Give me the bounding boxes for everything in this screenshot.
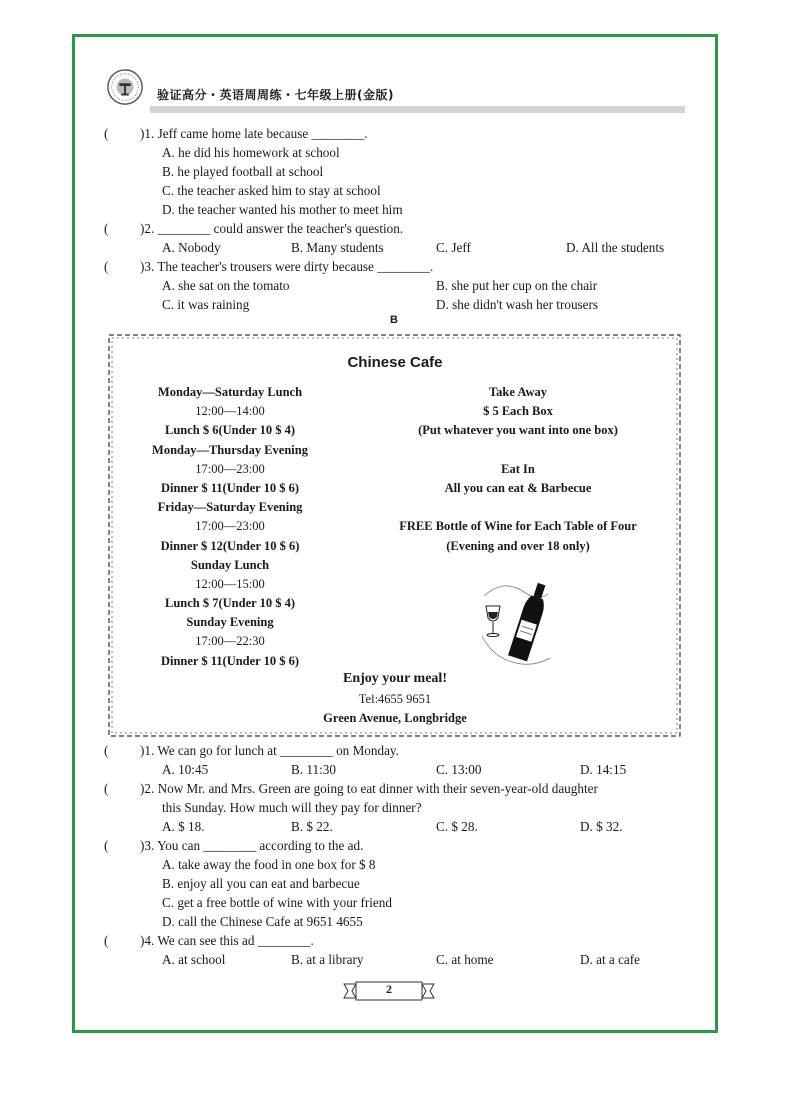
header-bar bbox=[150, 106, 685, 113]
option: B. at a library bbox=[291, 952, 364, 967]
answer-paren: ( bbox=[104, 259, 109, 274]
answer-paren: ( bbox=[104, 221, 109, 236]
ad-line: Dinner $ 12(Under 10 $ 6) bbox=[160, 538, 300, 553]
question-stem: )3. The teacher's trousers were dirty because ________. bbox=[140, 259, 434, 274]
option: C. the teacher asked him to stay at school bbox=[162, 183, 381, 198]
option: A. he did his homework at school bbox=[162, 145, 340, 160]
option: C. get a free bottle of wine with your friend bbox=[162, 895, 392, 910]
ad-tel: Tel:4655 9651 bbox=[358, 692, 432, 706]
option: B. 11:30 bbox=[291, 762, 336, 777]
ad-line: FREE Bottle of Wine for Each Table of Four bbox=[399, 519, 637, 534]
ad-line: Lunch $ 6(Under 10 $ 4) bbox=[165, 423, 295, 438]
ad-line: Monday—Saturday Lunch bbox=[157, 385, 303, 399]
ad-line: Monday—Thursday Evening bbox=[152, 442, 308, 457]
ad-line: (Put whatever you want into one box) bbox=[418, 423, 618, 438]
wine-bottle-icon bbox=[478, 576, 554, 668]
page-number-text: 2 bbox=[386, 982, 392, 996]
ad-right-column bbox=[378, 383, 658, 556]
option: D. at a cafe bbox=[580, 952, 641, 967]
school-seal-icon bbox=[106, 68, 144, 106]
question-stem-continued: this Sunday. How much will they pay for dinner? bbox=[162, 800, 422, 815]
answer-paren: ( bbox=[104, 126, 109, 141]
answer-paren: ( bbox=[104, 838, 109, 853]
ad-line: 12:00—15:00 bbox=[195, 576, 265, 591]
ad-line: (Evening and over 18 only) bbox=[446, 538, 590, 553]
option: D. $ 32. bbox=[580, 819, 623, 834]
ad-line: Sunday Lunch bbox=[190, 557, 270, 572]
question-stem: )4. We can see this ad ________. bbox=[140, 933, 314, 948]
ad-line: $ 5 Each Box bbox=[483, 404, 553, 419]
option: C. $ 28. bbox=[436, 819, 478, 834]
option: B. enjoy all you can eat and barbecue bbox=[162, 876, 360, 891]
ad-line: 17:00—22:30 bbox=[195, 634, 265, 649]
ad-title: Chinese Cafe bbox=[347, 354, 443, 371]
ad-line: 12:00—14:00 bbox=[195, 404, 265, 419]
option: D. All the students bbox=[566, 240, 665, 255]
answer-paren: ( bbox=[104, 933, 109, 948]
question-stem: )2. Now Mr. and Mrs. Green are going to eat dinner with their seven-year-old daughter bbox=[140, 781, 598, 796]
option: C. Jeff bbox=[436, 240, 471, 255]
ad-spacer bbox=[378, 498, 658, 517]
ad-line: Friday—Saturday Evening bbox=[157, 500, 303, 515]
ad-line: Take Away bbox=[488, 385, 547, 399]
ad-enjoy: Enjoy your meal! bbox=[343, 671, 447, 686]
ad-spacer bbox=[378, 441, 658, 460]
page-number bbox=[342, 980, 436, 1002]
option: A. at school bbox=[162, 952, 226, 967]
ad-line: Eat In bbox=[501, 461, 535, 476]
option: A. take away the food in one box for $ 8 bbox=[162, 857, 376, 872]
option: D. 14:15 bbox=[580, 762, 627, 777]
question-stem: )3. You can ________ according to the ad. bbox=[140, 838, 364, 853]
ad-left-column bbox=[110, 383, 350, 671]
option: A. 10:45 bbox=[162, 762, 209, 777]
option: C. at home bbox=[436, 952, 494, 967]
option: C. 13:00 bbox=[436, 762, 482, 777]
option: D. the teacher wanted his mother to meet him bbox=[162, 202, 403, 217]
option: D. she didn't wash her trousers bbox=[436, 297, 599, 312]
option: A. she sat on the tomato bbox=[162, 278, 290, 293]
option: B. $ 22. bbox=[291, 819, 333, 834]
option: B. she put her cup on the chair bbox=[436, 278, 598, 293]
header-title: 验证高分・英语周周练・七年级上册(金版) bbox=[157, 88, 394, 102]
ad-line: Dinner $ 11(Under 10 $ 6) bbox=[160, 653, 300, 668]
ad-line: 17:00—23:00 bbox=[195, 461, 265, 476]
page-header bbox=[100, 66, 690, 114]
ad-line: All you can eat & Barbecue bbox=[444, 480, 592, 495]
ad-address: Green Avenue, Longbridge bbox=[323, 711, 467, 725]
question-stem: )2. ________ could answer the teacher's question. bbox=[140, 221, 404, 236]
answer-paren: ( bbox=[104, 743, 109, 758]
question-stem: )1. We can go for lunch at ________ on Monday. bbox=[140, 743, 399, 758]
question-stem: )1. Jeff came home late because ________. bbox=[140, 126, 368, 141]
ad-line: Sunday Evening bbox=[186, 615, 274, 630]
option: B. he played football at school bbox=[162, 164, 324, 179]
option: C. it was raining bbox=[162, 297, 250, 312]
option: A. Nobody bbox=[162, 240, 221, 255]
option: B. Many students bbox=[291, 240, 384, 255]
answer-paren: ( bbox=[104, 781, 109, 796]
ad-line: Dinner $ 11(Under 10 $ 6) bbox=[160, 480, 300, 495]
option: D. call the Chinese Cafe at 9651 4655 bbox=[162, 914, 363, 929]
ad-line: 17:00—23:00 bbox=[195, 519, 265, 534]
section-label: B bbox=[390, 314, 398, 326]
option: A. $ 18. bbox=[162, 819, 205, 834]
ad-line: Lunch $ 7(Under 10 $ 4) bbox=[165, 596, 295, 611]
